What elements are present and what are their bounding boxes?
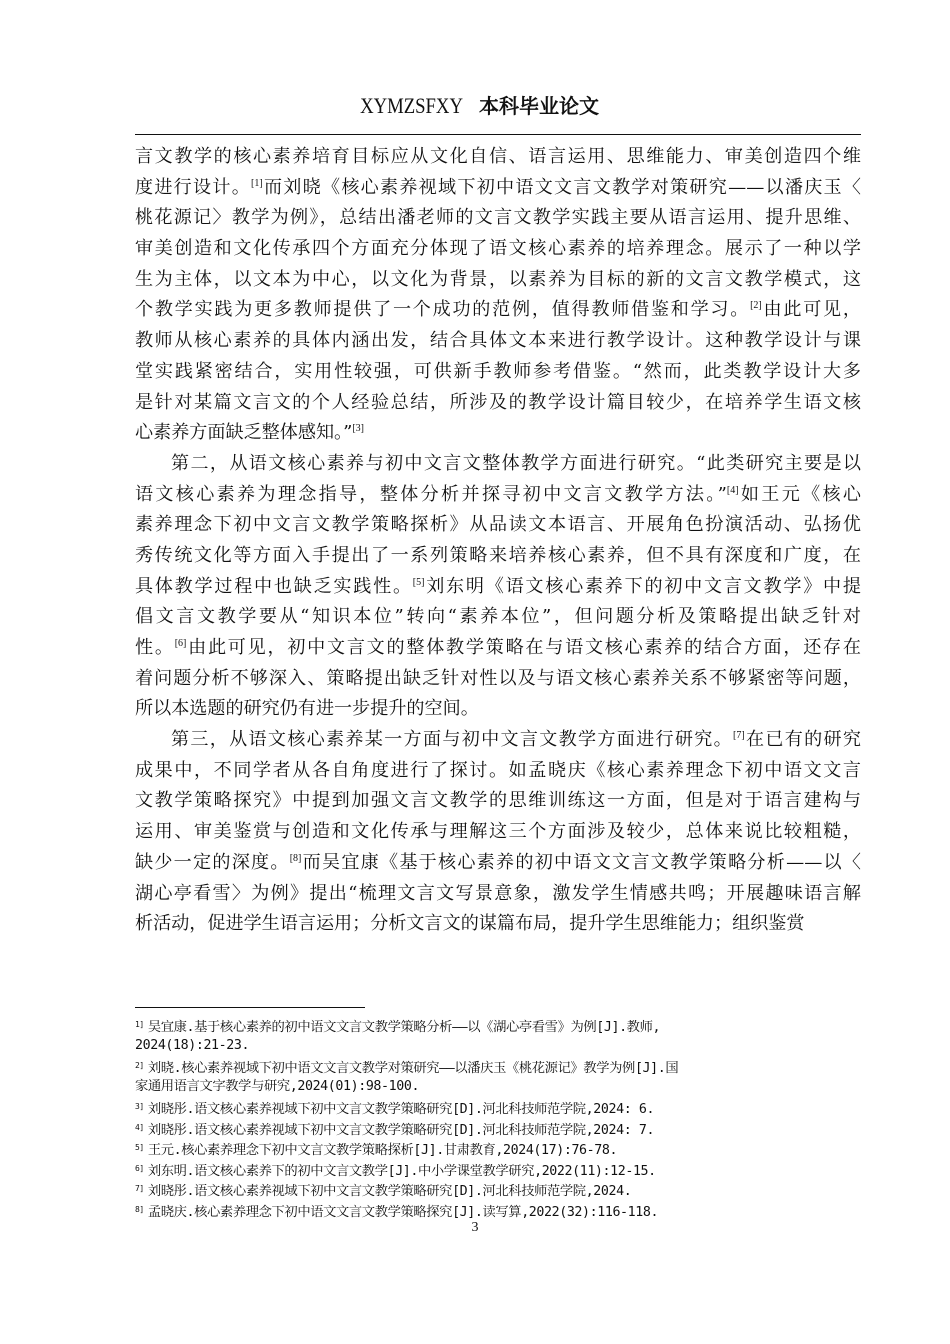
header-code: XYMZSFXY bbox=[360, 93, 463, 118]
paragraph-line bbox=[135, 173, 861, 204]
paragraph-line bbox=[135, 234, 861, 265]
paragraph-line bbox=[135, 203, 861, 234]
footnote-mark: 4] bbox=[135, 1122, 144, 1132]
footnote-text: 家通用语言文字教学与研究,2024(01):98-100. bbox=[135, 1078, 420, 1094]
footnote-text: 吴宜康.基于核心素养的初中语文文言文教学策略分析——以《湖心亭看雪》为例[J].教师, bbox=[147, 1020, 661, 1035]
line-text: 如王元《核心 bbox=[738, 483, 861, 505]
citation-mark: [6] bbox=[174, 638, 187, 649]
footnote-line bbox=[135, 1056, 861, 1077]
line-text: 素养理念下初中文言文教学策略探析》从品读文本语言、开展角色扮演活动、弘扬优 bbox=[135, 514, 861, 536]
paragraph-line bbox=[135, 756, 861, 787]
footnote-line bbox=[135, 1077, 861, 1098]
paragraph-line bbox=[135, 388, 861, 419]
line-text: 刘东明《语文核心素养下的初中文言文教学》中提 bbox=[424, 575, 861, 597]
line-text: 秀传统文化等方面入手提出了一系列策略来培养核心素养，但不具有深度和广度，在 bbox=[135, 544, 861, 566]
line-text: 第二，从语文核心素养与初中文言文整体教学方面进行研究。“此类研究主要是以 bbox=[171, 452, 861, 474]
line-text: 审美创造和文化传承四个方面充分体现了语文核心素养的培养理念。展示了一种以学 bbox=[135, 238, 861, 260]
line-text: 文教学策略探究》中提到加强文言文教学的思维训练这一方面，但是对于语言建构与 bbox=[135, 790, 861, 812]
footnote-mark: 8] bbox=[135, 1204, 144, 1214]
line-text: 缺少一定的深度。 bbox=[135, 851, 290, 873]
paragraph-line bbox=[135, 879, 861, 910]
paragraph-line bbox=[135, 510, 861, 541]
footnote-text: 刘晓.核心素养视域下初中语文文言文教学对策研究——以潘庆玉《桃花源记》教学为例[J].国 bbox=[147, 1061, 679, 1076]
paragraph-line bbox=[135, 572, 861, 603]
line-text: 而刘晓《核心素养视域下初中语文文言文教学对策研究——以潘庆玉〈 bbox=[262, 176, 861, 198]
footnote-line bbox=[135, 1036, 861, 1057]
footnote-mark: 1] bbox=[135, 1020, 144, 1029]
line-text: 而吴宜康《基于核心素养的初中语文文言文教学策略分析——以〈 bbox=[301, 851, 861, 873]
line-text: 个教学实践为更多教师提供了一个成功的范例，值得教师借鉴和学习。 bbox=[135, 299, 751, 321]
line-text: 是针对某篇文言文的个人经验总结，所涉及的教学设计篇目较少，在培养学生语文核 bbox=[135, 391, 861, 413]
line-text: 堂实践紧密结合，实用性较强，可供新手教师参考借鉴。“然而，此类教学设计大多 bbox=[135, 360, 861, 382]
paragraph-line bbox=[135, 633, 861, 664]
line-text: 所以本选题的研究仍有进一步提升的空间。 bbox=[135, 698, 479, 720]
line-text: 语文核心素养为理念指导，整体分析并探寻初中文言文教学方法。” bbox=[135, 483, 727, 505]
paragraph-line bbox=[135, 418, 861, 449]
line-text: 运用、审美鉴赏与创造和文化传承与理解这三个方面涉及较少，总体来说比较粗糙， bbox=[135, 821, 861, 843]
footnote-mark: 5] bbox=[135, 1143, 144, 1152]
paragraph-line bbox=[135, 449, 861, 480]
citation-mark: [7] bbox=[733, 730, 745, 742]
line-text: 生为主体，以文本为中心，以文化为背景，以素养为目标的新的文言文教学模式，这 bbox=[135, 268, 861, 290]
line-text: 在已有的研究 bbox=[744, 729, 861, 751]
line-text: 教师从核心素养的具体内涵出发，结合具体文本来进行教学设计。这种教学设计与课 bbox=[135, 330, 861, 352]
line-text: 湖心亭看雪〉为例》提出“梳理文言文写景意象，激发学生情感共鸣；开展趣味语言解 bbox=[135, 882, 861, 904]
footnote-line bbox=[135, 1138, 861, 1159]
paragraph-line bbox=[135, 725, 861, 756]
footnote-mark: 2] bbox=[135, 1061, 144, 1070]
paragraph-line bbox=[135, 848, 861, 879]
paragraph-line bbox=[135, 817, 861, 848]
footnote-line bbox=[135, 1097, 861, 1118]
line-text: 析活动，促进学生语言运用；分析文言文的谋篇布局，提升学生思维能力；组织鉴赏 bbox=[135, 913, 805, 935]
line-text: 言文教学的核心素养培育目标应从文化自信、语言运用、思维能力、审美创造四个维 bbox=[135, 146, 861, 167]
line-text: 心素养方面缺乏整体感知。” bbox=[135, 422, 353, 444]
line-text: 由此可见， bbox=[761, 299, 861, 321]
footnote-line bbox=[135, 1015, 861, 1036]
footnote-text: 刘晓彤.语文核心素养视域下初中文言文教学策略研究[D].河北科技师范学院,2024. bbox=[147, 1184, 632, 1199]
line-text: 着问题分析不够深入、策略提出缺乏针对性以及与语文核心素养关系不够紧密等问题， bbox=[135, 667, 861, 689]
header-rule bbox=[135, 134, 861, 135]
paragraph-line bbox=[135, 786, 861, 817]
footnote-separator bbox=[135, 1007, 365, 1008]
footnote-text: 刘东明.语文核心素养下的初中文言文教学[J].中小学课堂教学研究,2022(11):12-15. bbox=[147, 1163, 656, 1179]
line-text: 度进行设计。 bbox=[135, 176, 252, 198]
citation-mark: [3] bbox=[352, 423, 364, 435]
page-header bbox=[0, 88, 950, 125]
footnote-text: 王元.核心素养理念下初中文言文教学策略探析[J].甘肃教育,2024(17):76-78. bbox=[147, 1143, 618, 1158]
line-text: 由此可见，初中文言文的整体教学策略在与语文核心素养的结合方面，还存在 bbox=[186, 637, 861, 658]
footnote-text: 孟晓庆.核心素养理念下初中语文文言文教学策略探究[J].读写算,2022(32):116-118. bbox=[147, 1204, 659, 1220]
paragraph-line bbox=[135, 664, 861, 695]
page-number: 3 bbox=[471, 1220, 479, 1235]
footnote-mark: 6] bbox=[135, 1163, 144, 1173]
footnote-text: 2024(18):21-23. bbox=[135, 1037, 250, 1053]
paragraph-line bbox=[135, 480, 861, 511]
line-text: 成果中，不同学者从各自角度进行了探讨。如孟晓庆《核心素养理念下初中语文文言 bbox=[135, 759, 861, 781]
footnote-text: 刘晓彤.语文核心素养视域下初中文言文教学策略研究[D].河北科技师范学院,2024: 7. bbox=[147, 1122, 655, 1138]
citation-mark: [4] bbox=[726, 484, 739, 496]
line-text: 第三，从语文核心素养某一方面与初中文言文教学方面进行研究。 bbox=[171, 729, 734, 751]
paragraph-line bbox=[135, 265, 861, 296]
footnote-line bbox=[135, 1118, 861, 1139]
line-text: 桃花源记〉教学为例》，总结出潘老师的文言文教学实践主要从语言运用、提升思维、 bbox=[135, 207, 861, 229]
line-text: 倡文言文教学要从“知识本位”转向“素养本位”，但问题分析及策略提出缺乏针对 bbox=[135, 606, 861, 628]
footnotes bbox=[135, 1015, 861, 1220]
footnote-text: 刘晓彤.语文核心素养视域下初中文言文教学策略研究[D].河北科技师范学院,2024: 6. bbox=[147, 1102, 655, 1117]
paragraph-line bbox=[135, 694, 861, 725]
body-text bbox=[135, 142, 861, 940]
footnote-line bbox=[135, 1159, 861, 1180]
citation-mark: [5] bbox=[412, 576, 425, 588]
paragraph-line bbox=[135, 295, 861, 326]
footnote-mark: 3] bbox=[135, 1102, 144, 1111]
paragraph-line bbox=[135, 142, 861, 173]
header-title: 本科毕业论文 bbox=[479, 94, 600, 118]
footnote-mark: 7] bbox=[135, 1184, 144, 1193]
citation-mark: [2] bbox=[750, 300, 762, 312]
citation-mark: [1] bbox=[251, 177, 263, 189]
line-text: 性。 bbox=[135, 637, 175, 658]
paragraph-line bbox=[135, 326, 861, 357]
paragraph-line bbox=[135, 909, 861, 940]
footnote-line bbox=[135, 1179, 861, 1200]
paragraph-line bbox=[135, 541, 861, 572]
line-text: 具体教学过程中也缺乏实践性。 bbox=[135, 575, 413, 597]
footnote-line bbox=[135, 1200, 861, 1221]
paragraph-line bbox=[135, 602, 861, 633]
paragraph-line bbox=[135, 357, 861, 388]
citation-mark: [8] bbox=[289, 852, 302, 864]
